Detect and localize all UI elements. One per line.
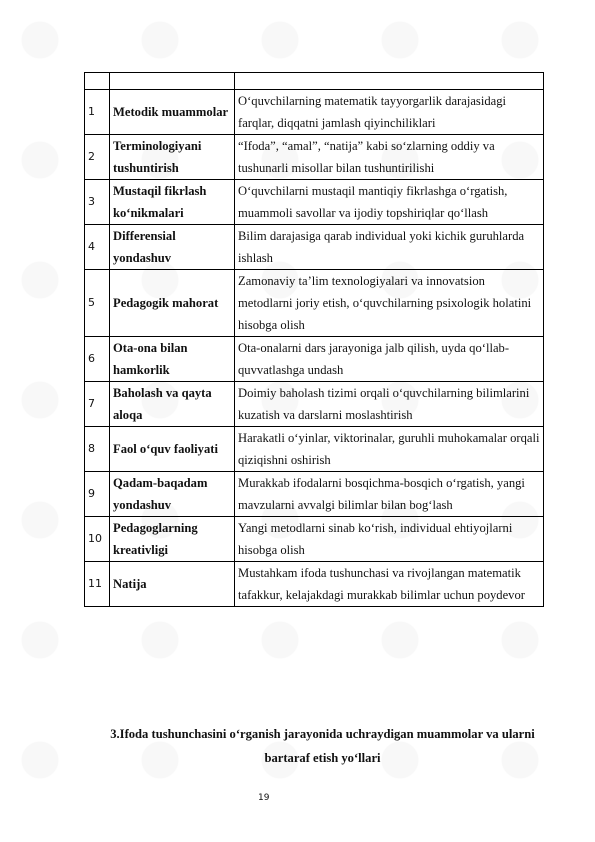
- table-row: [85, 225, 544, 270]
- table-row: [85, 270, 544, 337]
- row-description: Bilim darajasiga qarab individual yoki kichik guruhlarda ishlash: [235, 225, 544, 270]
- row-term: Pedagoglarning kreativligi: [110, 517, 235, 562]
- row-term: Faol o‘quv faoliyati: [110, 427, 235, 472]
- row-term: Natija: [110, 562, 235, 607]
- row-number: 8: [85, 427, 110, 472]
- row-number: 3: [85, 180, 110, 225]
- row-description: Zamonaviy ta’lim texnologiyalari va innovatsion metodlarni joriy etish, o‘quvchilarning psixologik holatini hisobga olish: [235, 270, 544, 337]
- row-description: Harakatli o‘yinlar, viktorinalar, guruhli muhokamalar orqali qiziqishni oshirish: [235, 427, 544, 472]
- row-description: “Ifoda”, “amal”, “natija” kabi so‘zlarning oddiy va tushunarli misollar bilan tushuntirilishi: [235, 135, 544, 180]
- row-description: Mustahkam ifoda tushunchasi va rivojlangan matematik tafakkur, kelajakdagi murakkab bilimlar uchun poydevor: [235, 562, 544, 607]
- header-cell-desc: [235, 73, 544, 90]
- header-cell-num: [85, 73, 110, 90]
- section-heading: 3.Ifoda tushunchasini o‘rganish jarayonida uchraydigan muammolar va ularni bartaraf etish yo‘llari: [110, 727, 535, 765]
- problems-table: [84, 72, 544, 607]
- table-row: [85, 382, 544, 427]
- row-description: O‘quvchilarni mustaqil mantiqiy fikrlashga o‘rgatish, muammoli savollar va ijodiy topshiriqlar qo‘llash: [235, 180, 544, 225]
- row-number: 1: [85, 90, 110, 135]
- row-term: Metodik muammolar: [110, 90, 235, 135]
- row-term: Ota-ona bilan hamkorlik: [110, 337, 235, 382]
- table-row: [85, 337, 544, 382]
- row-number: 10: [85, 517, 110, 562]
- row-description: Ota-onalarni dars jarayoniga jalb qilish, uyda qo‘llab-quvvatlashga undash: [235, 337, 544, 382]
- row-term: Baholash va qayta aloqa: [110, 382, 235, 427]
- row-term: Pedagogik mahorat: [110, 270, 235, 337]
- row-term: Mustaqil fikrlash ko‘nikmalari: [110, 180, 235, 225]
- row-number: 9: [85, 472, 110, 517]
- table-row: [85, 90, 544, 135]
- row-description: Doimiy baholash tizimi orqali o‘quvchilarning bilimlarini kuzatish va darslarni moslashtirish: [235, 382, 544, 427]
- row-term: Terminologiyani tushuntirish: [110, 135, 235, 180]
- row-number: 2: [85, 135, 110, 180]
- row-description: O‘quvchilarning matematik tayyorgarlik darajasidagi farqlar, diqqatni jamlash qiyinchiliklari: [235, 90, 544, 135]
- header-cell-term: [110, 73, 235, 90]
- row-number: 6: [85, 337, 110, 382]
- row-number: 11: [85, 562, 110, 607]
- row-description: Yangi metodlarni sinab ko‘rish, individual ehtiyojlarni hisobga olish: [235, 517, 544, 562]
- row-term: Differensial yondashuv: [110, 225, 235, 270]
- row-number: 7: [85, 382, 110, 427]
- table-row: [85, 472, 544, 517]
- table-row: [85, 180, 544, 225]
- row-description: Murakkab ifodalarni bosqichma-bosqich o‘rgatish, yangi mavzularni avvalgi bilimlar bilan bog‘lash: [235, 472, 544, 517]
- row-number: 5: [85, 270, 110, 337]
- page-number: 19: [258, 793, 270, 803]
- row-number: 4: [85, 225, 110, 270]
- table-row: [85, 517, 544, 562]
- table-row: [85, 562, 544, 607]
- row-term: Qadam-baqadam yondashuv: [110, 472, 235, 517]
- table-row: [85, 135, 544, 180]
- table-row: [85, 427, 544, 472]
- table-header-row: [85, 73, 544, 90]
